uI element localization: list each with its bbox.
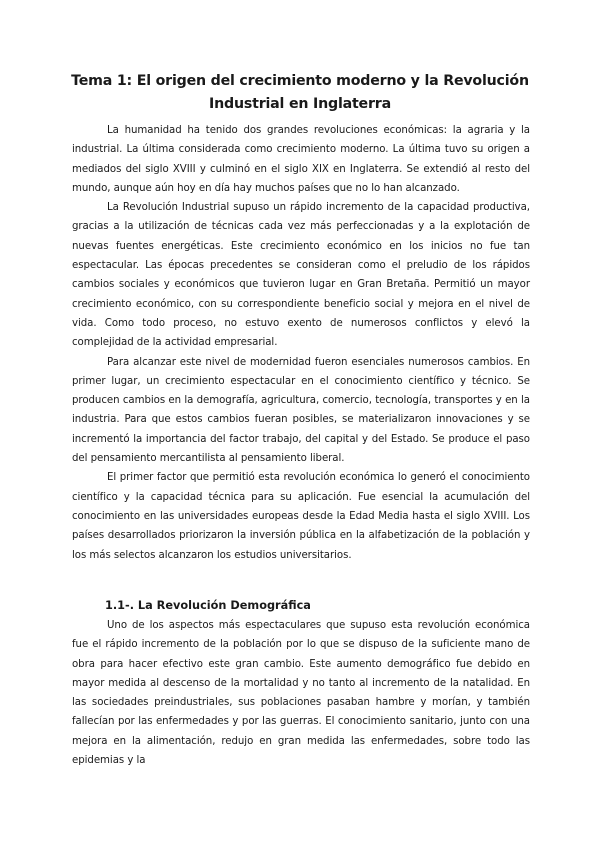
paragraph: La Revolución Industrial supuso un rápido incremento de la capacidad productiva, gracias a la utilización de técnicas cada vez más perfeccionadas y a la explotación de nuevas fuentes energéticas. Este crecimiento económico en los inicios no fue tan espectacular. Las épocas precedentes se consideran como el preludio de los rápidos cambios sociales y económicos que tuvieron lugar en Gran Bretaña. Permitió un mayor crecimiento económico, con su correspondiente beneficio social y mejora en el nivel de vida. Como todo proceso, no estuvo exento de numerosos conflictos y elevó la complejidad de la actividad empresarial.	[72, 202, 530, 349]
intro-body	[72, 121, 530, 565]
paragraph: Uno de los aspectos más espectaculares que supuso esta revolución económica fue el rápido incremento de la población por lo que se dispuso de la suficiente mano de obra para hacer efectivo este gran cambio. Este aumento demográfico fue debido en mayor medida al descenso de la mortalidad y no tanto al incremento de la natalidad. En las sociedades preindustriales, sus poblaciones pasaban hambre y morían, y también fallecían por las enfermedades y por las guerras. El conocimiento sanitario, junto con una mejora en la alimentación, redujo en gran medida las enfermedades, sobre todo las epidemias y la	[72, 620, 530, 767]
page-title: Tema 1: El origen del crecimiento moderno y la Revolución Industrial en Inglaterra	[71, 73, 529, 112]
section-heading: 1.1-. La Revolución Demográfica	[105, 599, 311, 612]
paragraph: Para alcanzar este nivel de modernidad fueron esenciales numerosos cambios. En primer lugar, un crecimiento espectacular en el conocimiento científico y técnico. Se producen cambios en la demografía, agricultura, comercio, tecnología, transportes y en la industria. Para que estos cambios fueran posibles, se materializaron innovaciones y se incrementó la importancia del factor trabajo, del capital y del Estado. Se produce el paso del pensamiento mercantilista al pensamiento liberal.	[72, 356, 530, 465]
section-body	[72, 616, 530, 770]
paragraph: La humanidad ha tenido dos grandes revoluciones económicas: la agraria y la industrial. La última considerada como crecimiento moderno. La última tuvo su origen a mediados del siglo XVIII y culminó en el siglo XIX en Inglaterra. Se extendió al resto del mundo, aunque aún hoy en día hay muchos países que no lo han alcanzado.	[72, 125, 530, 194]
paragraph: El primer factor que permitió esta revolución económica lo generó el conocimiento científico y la capacidad técnica para su aplicación. Fue esencial la acumulación del conocimiento en las universidades europeas desde la Edad Media hasta el siglo XVIII. Los países desarrollados priorizaron la inversión pública en la alfabetización de la población y los más selectos alcanzaron los estudios universitarios.	[72, 472, 530, 561]
